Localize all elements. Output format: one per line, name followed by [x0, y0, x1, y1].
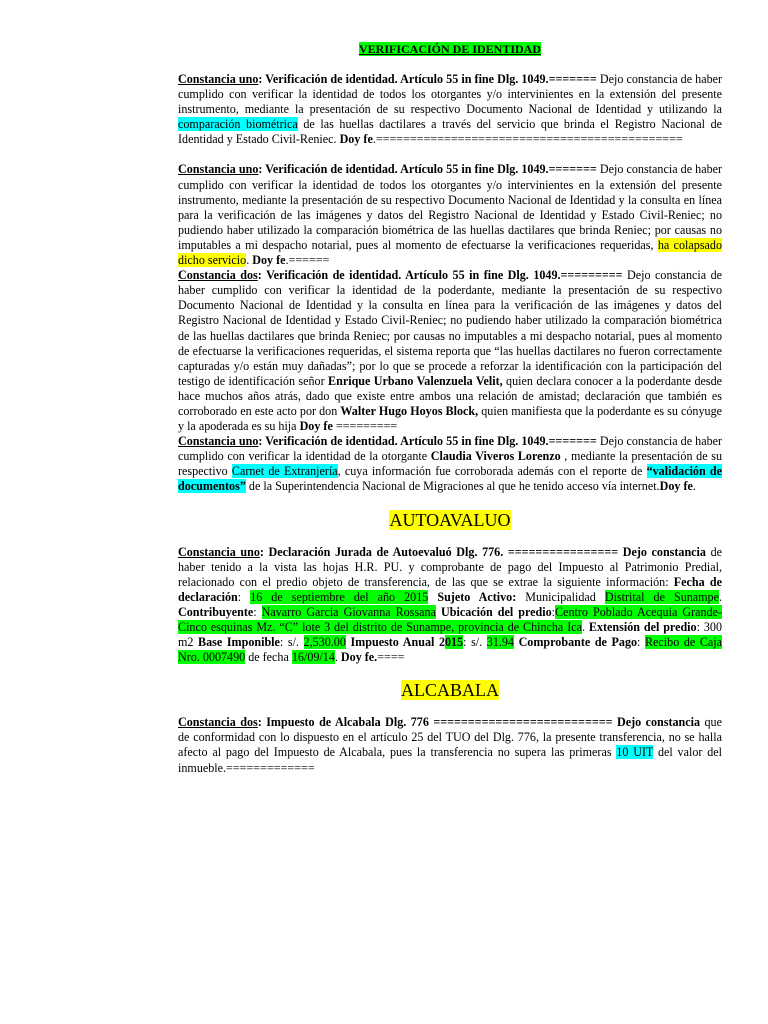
constancia-heading: : Verificación de identidad. Artículo 55 in fine Dlg. 1049.========= — [257, 268, 623, 283]
dejo-constancia: Dejo constancia — [622, 544, 706, 559]
alcabala-paragraph — [178, 715, 722, 775]
field-value: Recibo de Caja Nro. 0007490 — [178, 635, 723, 665]
otorgante-name: Claudia Viveros Lorenzo — [430, 449, 561, 464]
constancia-label: Constancia uno — [178, 434, 259, 449]
fill-line: ========= — [332, 419, 398, 434]
doy-fe: Doy fe — [299, 419, 333, 434]
section-title-text: AUTOAVALUO — [389, 509, 511, 530]
paragraph-text: . — [246, 253, 253, 268]
witness-name: Enrique Urbano Valenzuela Velit, — [328, 373, 503, 388]
separator: : s/. — [463, 635, 487, 650]
paragraph-text: de haber tenido a la vista las hojas H.R. PU. y comprobante de pago del Impuesto al Patrimonio Predial, relacionado con el predio objeto de transferencia, de las que se extrae la siguiente información: — [178, 544, 722, 589]
constancia-paragraph — [178, 268, 722, 434]
separator: : — [253, 604, 262, 619]
paragraph-text: : 300 m2 — [178, 620, 722, 650]
highlighted-text: comparación biométrica — [178, 117, 298, 132]
section-title-alcabala — [178, 679, 722, 701]
field-label: Fecha de declaración — [178, 574, 722, 604]
separator: . — [334, 650, 341, 665]
constancia-label: Constancia uno — [178, 162, 259, 177]
heading-text: VERIFICACIÓN DE IDENTIDAD — [358, 42, 542, 56]
doy-fe: Doy fe — [252, 253, 286, 268]
field-value: 16/09/14 — [291, 650, 335, 665]
field-label: Contribuyente — [178, 604, 254, 619]
constancia-paragraph — [178, 162, 722, 268]
separator: . — [718, 589, 723, 604]
highlighted-text: “validación de documentos” — [178, 464, 722, 494]
dejo-constancia: Dejo constancia — [616, 715, 701, 730]
doy-fe: Doy fe. — [340, 650, 378, 665]
field-label: Impuesto Anual 2 — [350, 635, 445, 650]
constancia-heading: : Declaración Jurada de Autoevaluó Dlg. 776. ================ — [259, 544, 619, 559]
fill-line: .============================================= — [372, 132, 683, 147]
separator: : — [551, 604, 556, 619]
constancia-heading: : Impuesto de Alcabala Dlg. 776 ========================== — [257, 715, 613, 730]
document-page — [178, 42, 722, 776]
section-title-text: ALCABALA — [401, 680, 499, 701]
constancia-heading: : Verificación de identidad. Artículo 55 in fine Dlg. 1049.======= — [258, 162, 597, 177]
field-value: Centro Poblado Acequia Grande-Cinco esquinas Mz. “C” lote 3 del distrito de Sunampe, provincia de Chincha Ica — [178, 604, 722, 634]
constancia-heading: : Verificación de identidad. Artículo 55 in fine Dlg. 1049.======= — [258, 434, 597, 449]
field-value: 16 de septiembre del año 2015 — [250, 589, 429, 604]
separator — [428, 590, 437, 604]
paragraph-text: de las huellas dactilares a través del servicio que brinda el Registro Nacional de Identidad y Estado Civil-Reniec. — [178, 117, 722, 147]
paragraph-text: , mediante la presentación de su respectivo — [178, 449, 723, 479]
paragraph-text: quien manifiesta que la poderdante es su cónyuge y la apoderada es su hija — [178, 403, 722, 434]
field-label: Sujeto Activo: — [437, 589, 517, 604]
witness-name: Walter Hugo Hoyos Block, — [340, 403, 479, 418]
paragraph-text: , cuya información fue corroborada además con el reporte de — [337, 464, 647, 479]
field-label: Base Imponible — [198, 635, 280, 650]
constancia-heading: : Verificación de identidad. Artículo 55 in fine Dlg. 1049.======= — [258, 72, 597, 86]
field-value: Navarro Garcia Giovanna Rossana — [261, 604, 436, 619]
field-label: Ubicación del predio — [441, 604, 552, 619]
highlighted-text: 10 UIT — [616, 745, 654, 760]
paragraph-text: de la Superintendencia Nacional de Migraciones al que he tenido acceso vía internet. — [245, 479, 660, 494]
doy-fe: Doy fe — [659, 479, 693, 494]
highlighted-text: ha colapsado dicho servicio — [178, 237, 722, 268]
constancia-label: Constancia uno — [178, 72, 259, 86]
field-label: Extensión del predio — [588, 620, 697, 634]
constancia-label: Constancia dos — [178, 268, 258, 283]
highlighted-text: Carnet de Extranjería — [231, 464, 338, 479]
autoavaluo-paragraph — [178, 545, 722, 666]
fill-line: . — [692, 479, 696, 494]
paragraph-text: Dejo constancia de haber cumplido con verificar la identidad de todos los otorgantes y/o intervinientes en la extensión del presente instrumento, mediante la presentación de su respectivo Documento Nacional de Identidad y la consulta en línea para la verificación de las imágenes y datos del Registro Nacional de Identidad y Estado Civil-Reniec; no pudiendo haber utilizado la comparación biométrica de las huellas dactilares que brinda Reniec; por causas no imputables a mi despacho notarial, pues al momento de efectuarse la verificaciones requeridas, — [178, 162, 723, 252]
paragraph-text: quien declara conocer a la poderdante desde hace muchos años atrás, dado que existe entre ambos una relación de amistad; declaración que también es corroborado en este acto por don — [178, 373, 722, 418]
constancia-label: Constancia uno — [178, 544, 260, 559]
section-title-autoavaluo — [178, 509, 722, 531]
paragraph-text: Municipalidad — [516, 589, 605, 604]
field-value: 31.94 — [486, 635, 514, 650]
paragraph-text: Dejo constancia de haber cumplido con verificar la identidad de la otorgante — [178, 434, 723, 464]
paragraph-text: Dejo constancia de haber cumplido con verificar la identidad de la poderdante, mediante la presentación de su respectivo Documento Nacional de Identidad y la consulta en línea para la verificación de las imágenes y datos del Registro Nacional de Identidad y Estado Civil-Reniec; no pudiendo haber utilizado la comparación biométrica de las huellas dactilares que brinda Reniec; por causas no imputables a mi despacho notarial, pues al momento de efectuarse la verificaciones requeridas, el sistema reporta que “las huellas dactilares no fueron correctamente capturadas y/o están muy dañadas”; por lo que se procede a reforzar la identificación con la participación del testigo de identificación señor — [178, 268, 722, 388]
separator: : s/. — [279, 635, 304, 650]
fill-line: .====== — [285, 253, 330, 268]
paragraph-text: de fecha — [245, 650, 292, 665]
field-value: Distrital de Sunampe — [604, 589, 719, 604]
separator: . — [581, 620, 589, 634]
field-value: 2,530.00 — [303, 635, 346, 650]
fill-line: ==== — [377, 650, 405, 665]
separator: : — [637, 635, 645, 650]
paragraph-text: que de conformidad con lo dispuesto en el artículo 25 del TUO del Dlg. 776, la presente transferencia, no se halla afecto al pago del Impuesto de Alcabala, pues la transferencia no supera las primeras — [178, 715, 722, 760]
constancia-paragraph — [178, 434, 722, 494]
field-label: Comprobante de Pago — [518, 635, 638, 650]
constancia-label: Constancia dos — [178, 715, 258, 730]
separator: : — [237, 589, 251, 604]
paragraph-text: del valor del inmueble.============= — [178, 745, 722, 775]
field-value: 015 — [445, 635, 464, 650]
document-heading — [178, 42, 722, 57]
doy-fe: Doy fe — [339, 132, 373, 147]
paragraph-text: Dejo constancia de haber cumplido con verificar la identidad de todos los otorgantes y/o intervinientes en la extensión del presente instrumento, mediante la presentación de su respectivo Documento Nacional de Identidad y utilizando la — [178, 72, 723, 117]
constancia-paragraph — [178, 72, 722, 147]
